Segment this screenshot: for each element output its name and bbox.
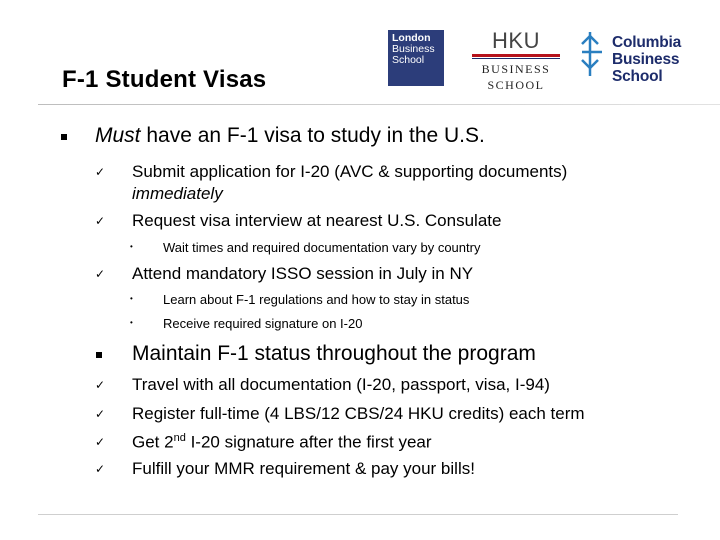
check-icon: ✓ (95, 462, 106, 476)
hku-wordmark: HKU (492, 28, 540, 53)
hku-red-rule (472, 54, 560, 57)
square-bullet-icon (61, 134, 67, 140)
dot-bullet-icon: • (130, 318, 133, 327)
check-icon: ✓ (95, 378, 106, 392)
check-icon: ✓ (95, 267, 106, 281)
check-icon: ✓ (95, 407, 106, 421)
check-icon: ✓ (95, 214, 106, 228)
title-divider (38, 104, 720, 105)
check-icon: ✓ (95, 435, 106, 449)
square-bullet-icon (96, 352, 102, 358)
london-business-school-logo: London Business School (388, 30, 444, 86)
check-icon: ✓ (95, 165, 106, 179)
dot-bullet-icon: • (130, 242, 133, 251)
dot-bullet-icon: • (130, 294, 133, 303)
hku-blue-rule (472, 58, 560, 59)
columbia-crown-icon (580, 30, 608, 80)
footer-divider (38, 514, 678, 515)
slide-title: F-1 Student Visas (62, 66, 267, 93)
columbia-business-school-logo: Columbia Business School (580, 28, 700, 88)
hku-business-school-logo: HKU BUSINESS SCHOOL (470, 28, 562, 88)
